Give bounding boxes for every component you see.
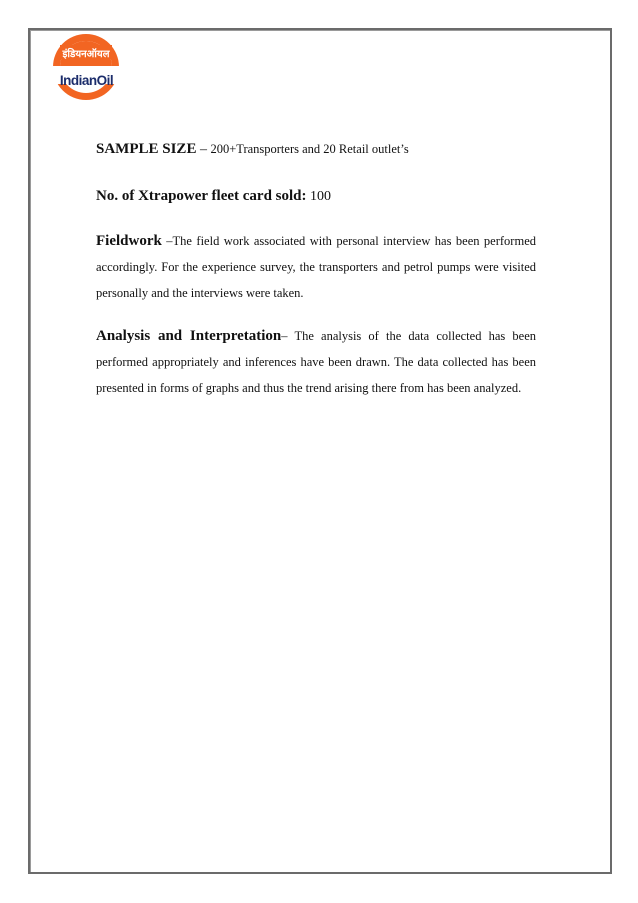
fieldwork-text: –The field work associated with personal interview has been performed accordingly. For the experience survey, the transporters and petrol pumps were visited personally and the interviews were taken. [96, 234, 536, 300]
cards-sold-label: No. of Xtrapower fleet card sold: [96, 188, 307, 204]
analysis-text: – The analysis of the data collected has been performed appropriately and inferences have been drawn. The data collected has been presented in forms of graphs and thus the trend arising there from has been analyzed. [96, 329, 536, 395]
fieldwork-paragraph [96, 229, 536, 306]
analysis-paragraph [96, 324, 536, 401]
analysis-label: Analysis and Interpretation [96, 328, 282, 345]
sample-size-label: SAMPLE SIZE [96, 141, 197, 157]
indianoil-logo [44, 31, 128, 101]
logo-brand-text: IndianOil [59, 73, 114, 88]
logo-hindi-text: इंडियनऑयल [62, 49, 110, 60]
sample-size-dash: – [196, 142, 211, 157]
fieldwork-label: Fieldwork [96, 233, 162, 249]
cards-sold-value: 100 [306, 189, 332, 204]
document-body [96, 137, 536, 414]
cards-sold-line [96, 184, 536, 209]
sample-size-line [96, 137, 536, 162]
sample-size-value: 200+Transporters and 20 Retail outlet’s [210, 142, 409, 156]
